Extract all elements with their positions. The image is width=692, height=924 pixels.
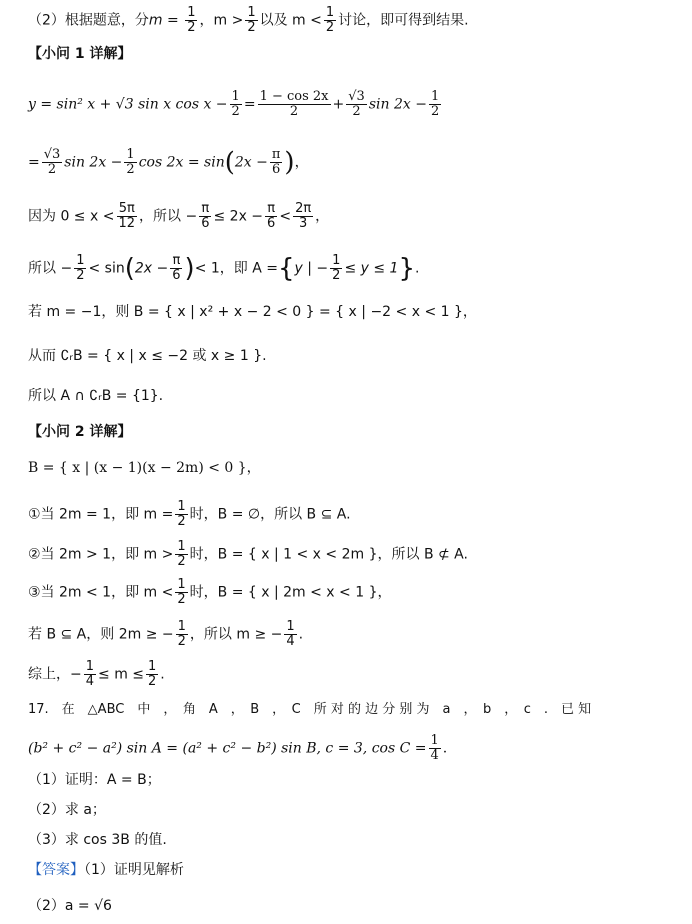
denominator: 2	[177, 554, 186, 569]
fraction	[346, 90, 367, 119]
fraction	[245, 6, 257, 35]
numerator: π	[172, 253, 181, 268]
denominator: 2	[352, 104, 361, 119]
equation-line: 从而 ∁ᵣB = { x | x ≤ −2 或 x ≥ 1 }.	[28, 348, 267, 364]
denominator: 2	[289, 104, 299, 119]
math-segment: ①当 2m = 1，即 m =	[28, 506, 174, 523]
subquestion-3: （3）求 cos 3B 的值.	[28, 832, 167, 848]
problem-17-condition	[28, 734, 447, 763]
numerator: 1	[76, 253, 85, 268]
numerator: 1	[332, 253, 341, 268]
case-line	[28, 578, 392, 607]
solution-intro-line	[28, 6, 469, 35]
math-segment: sin 2x −	[368, 96, 427, 113]
answer-line	[28, 860, 184, 880]
case-line	[28, 500, 351, 529]
denominator: 2	[177, 514, 186, 529]
fraction	[170, 254, 182, 283]
denominator: 2	[231, 104, 240, 119]
fraction	[185, 6, 197, 35]
math-segment: (b² + c² − a²) sin A = (a² + c² − b²) sin B, c = 3, cos C =	[28, 740, 427, 757]
fraction	[429, 90, 441, 119]
fraction	[324, 6, 336, 35]
numerator: 1	[177, 539, 186, 554]
math-segment: ≤ y ≤ 1	[344, 260, 399, 277]
math-segment: 时，B = { x | 1 < x < 2m }，所以 B ⊄ A.	[189, 546, 468, 563]
math-segment: 时，B = ∅，所以 B ⊆ A.	[189, 506, 351, 523]
fraction	[124, 148, 136, 177]
math-segment: sin 2x −	[64, 154, 123, 171]
fraction	[284, 620, 296, 649]
denominator: 2	[126, 162, 135, 177]
fraction	[258, 90, 331, 119]
case-line	[28, 540, 468, 569]
denominator: 2	[148, 674, 157, 689]
fraction	[330, 254, 342, 283]
denominator: 2	[177, 634, 186, 649]
denominator: 2	[76, 268, 85, 283]
fraction	[42, 148, 63, 177]
math-segment: ，	[294, 154, 309, 171]
math-segment: 以及 m <	[259, 12, 322, 29]
fraction	[230, 90, 242, 119]
numerator: 1	[187, 5, 196, 20]
fraction	[175, 500, 187, 529]
math-segment: +	[332, 96, 345, 113]
math-segment: ，	[315, 208, 330, 225]
equation-line	[28, 620, 303, 649]
fraction	[265, 202, 277, 231]
numerator: √3	[348, 89, 365, 104]
numerator: 1	[177, 577, 186, 592]
answer-text: （1）证明见解析	[84, 862, 184, 878]
problem-17-statement: 17. 在 △ABC 中 ， 角 A ， B ， C 所 对 的 边 分 别 为 a ， b ， c . 已 知	[28, 702, 592, 717]
numerator: 1	[325, 5, 335, 20]
math-segment: =	[28, 154, 40, 171]
numerator: π	[267, 201, 276, 216]
section-header-part2: 【小问 2 详解】	[28, 424, 132, 440]
denominator: 6	[172, 268, 181, 283]
math-segment: .	[298, 626, 304, 643]
subquestion-2: （2）求 a；	[28, 802, 106, 818]
equation-line: 所以 − $\frac{1}{2}$ < sin(2x − $\frac{\pi}{6}$ )< 1，即 A ={y | − $\frac{1}{2}$ ≤ y ≤ 1}.	[28, 253, 420, 284]
denominator: 6	[272, 162, 281, 177]
math-segment: y = sin² x + √3 sin x cos x −	[28, 96, 228, 113]
numerator: 1	[231, 89, 240, 104]
math-segment: 2x −	[234, 154, 268, 171]
fraction	[116, 202, 137, 231]
subquestion-1: （1）证明：A = B；	[28, 772, 161, 788]
fraction	[175, 578, 187, 607]
math-segment: .	[442, 740, 448, 757]
denominator: 3	[298, 216, 308, 231]
fraction	[270, 148, 283, 177]
math-segment: cos 2x = sin	[138, 154, 225, 171]
math-segment: ，所以 m ≥ −	[189, 626, 283, 643]
denominator: 12	[118, 216, 136, 231]
text-segment: （2）根据题意，分	[28, 12, 149, 29]
numerator: π	[271, 147, 281, 162]
equation-line: 所以 A ∩ ∁ᵣB = {1}.	[28, 388, 164, 404]
conclusion-line	[28, 660, 165, 689]
numerator: 1	[126, 147, 135, 162]
fraction	[146, 660, 158, 689]
equation-line	[28, 90, 443, 119]
denominator: 2	[430, 104, 440, 119]
numerator: 1	[148, 659, 157, 674]
numerator: π	[201, 201, 210, 216]
numerator: 2π	[295, 201, 312, 216]
denominator: 4	[430, 748, 439, 763]
numerator: 1	[85, 659, 95, 674]
denominator: 2	[325, 20, 335, 35]
math-segment: < 1，即 A =	[194, 260, 278, 277]
denominator: 2	[247, 20, 256, 35]
fraction	[175, 540, 187, 569]
numerator: 1 − cos 2x	[259, 89, 329, 104]
equation-line: = $\frac{√3}{2}$ sin 2x − $\frac{1}{2}$ cos 2x = sin(2x − $\frac{\pi}{6}$ )，	[28, 147, 309, 178]
numerator: 1	[286, 619, 295, 634]
math-segment: ≤ m ≤	[98, 666, 145, 683]
denominator: 2	[47, 162, 57, 177]
math-segment: < sin	[88, 260, 125, 277]
denominator: 2	[187, 20, 196, 35]
fraction	[199, 202, 211, 231]
numerator: 1	[177, 619, 186, 634]
math-segment: m =	[148, 12, 184, 29]
numerator: 1	[247, 5, 256, 20]
denominator: 6	[201, 216, 210, 231]
fraction	[293, 202, 313, 231]
denominator: 6	[267, 216, 276, 231]
math-segment: .	[415, 260, 420, 277]
equation-line	[28, 202, 329, 231]
equation-line: B = { x | (x − 1)(x − 2m) < 0 }，	[28, 460, 261, 476]
numerator: 1	[430, 89, 440, 104]
answer-label: 【答案】	[28, 862, 84, 878]
numerator: √3	[43, 147, 61, 162]
text-segment: 讨论，即可得到结果.	[338, 12, 469, 29]
numerator: 1	[430, 733, 439, 748]
numerator: 1	[177, 499, 186, 514]
math-segment: 所以 −	[28, 260, 73, 277]
answer-line-2: （2）a = √6	[28, 898, 112, 914]
math-segment: y | −	[294, 260, 329, 277]
denominator: 4	[286, 634, 295, 649]
math-segment: 若 B ⊆ A，则 2m ≥ −	[28, 626, 174, 643]
numerator: 5π	[118, 201, 135, 216]
math-segment: ③当 2m < 1，即 m <	[28, 584, 174, 601]
math-segment: 时，B = { x | 2m < x < 1 }，	[189, 584, 392, 601]
math-segment: ，m >	[199, 12, 244, 29]
math-segment: ②当 2m > 1，即 m >	[28, 546, 174, 563]
math-segment: 2x −	[134, 260, 169, 277]
denominator: 2	[332, 268, 341, 283]
section-header-part1: 【小问 1 详解】	[28, 46, 132, 62]
math-segment: ≤ 2x −	[213, 208, 264, 225]
fraction	[74, 254, 86, 283]
denominator: 2	[177, 592, 186, 607]
math-segment: .	[160, 666, 165, 683]
fraction	[176, 620, 188, 649]
math-segment: <	[279, 208, 292, 225]
math-segment: 因为 0 ≤ x <	[28, 208, 115, 225]
fraction	[84, 660, 96, 689]
fraction	[429, 734, 441, 763]
denominator: 4	[85, 674, 95, 689]
math-segment: 综上，−	[28, 666, 82, 683]
equation-line: 若 m = −1，则 B = { x | x² + x − 2 < 0 } = { x | −2 < x < 1 }，	[28, 304, 477, 320]
math-segment: ，所以 −	[139, 208, 198, 225]
math-segment: =	[243, 96, 256, 113]
